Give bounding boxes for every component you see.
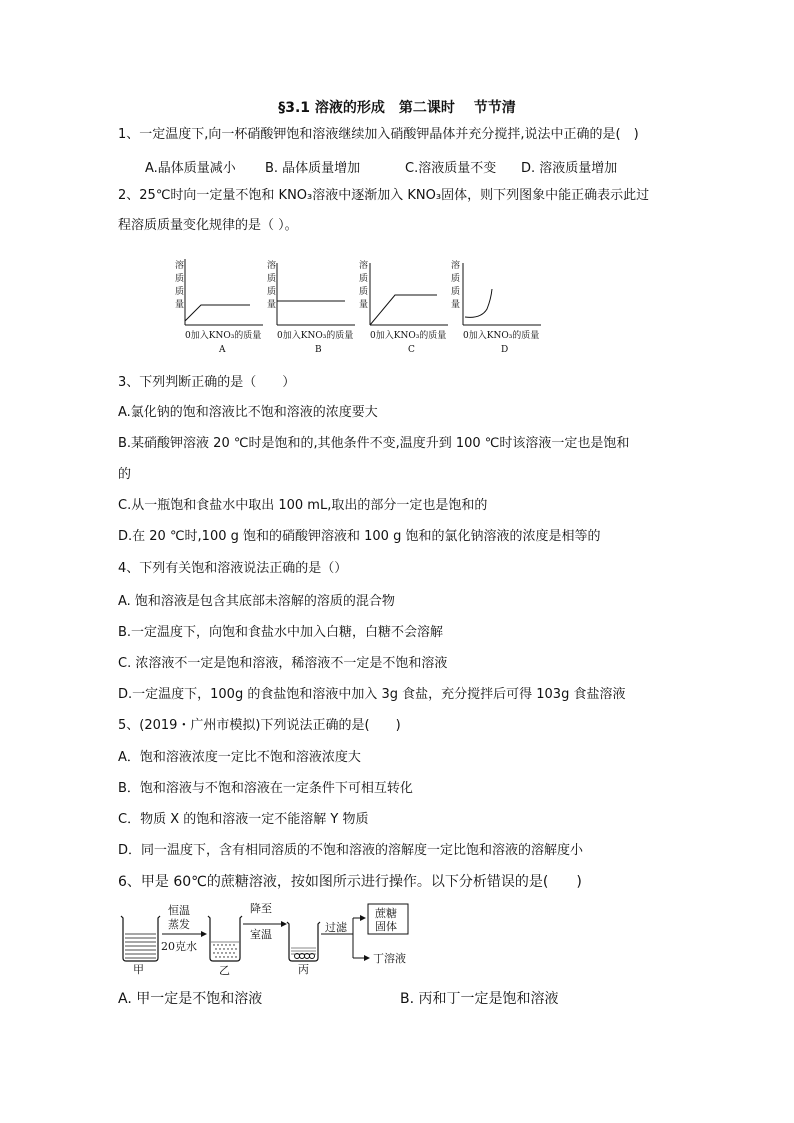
q3-option-b-line2: 的 — [118, 467, 132, 482]
graph-b-ylabel-4: 量 — [267, 300, 277, 310]
filtrate-label: 丁溶液 — [373, 952, 406, 965]
graph-b-letter: B — [315, 345, 322, 355]
q6-stem: 6、甲是 60℃的蔗糖溶液，按如图所示进行操作。以下分析错误的是( ) — [118, 874, 582, 890]
graph-d — [451, 259, 541, 355]
q5-option-d: D．同一温度下，含有相同溶质的不饱和溶液的溶解度一定比饱和溶液的溶解度小 — [118, 843, 584, 858]
q1-option-c: C.溶液质量不变 — [405, 161, 497, 176]
box-line1: 蔗糖 — [375, 907, 397, 920]
step2-top: 降至 — [250, 902, 272, 915]
graph-a-letter: A — [219, 345, 226, 355]
graph-a-ylabel-3: 质 — [175, 287, 185, 297]
graph-a-xlabel: 0加入KNO₃的质量 — [185, 331, 262, 341]
q6-option-a: A. 甲一定是不饱和溶液 — [118, 991, 263, 1007]
graph-c-letter: C — [408, 345, 415, 355]
graph-c-ylabel-2: 质 — [359, 274, 369, 284]
graph-d-curve — [465, 289, 492, 317]
step1-mid: 蒸发 — [168, 918, 190, 931]
graph-c-ylabel-1: 溶 — [359, 261, 369, 271]
box-line2: 固体 — [375, 920, 397, 933]
q4-option-c: C. 浓溶液不一定是饱和溶液，稀溶液不一定是不饱和溶液 — [118, 656, 448, 671]
q5-stem: 5、(2019・广州市模拟)下列说法正确的是( ) — [118, 718, 401, 733]
q2-stem-line2: 程溶质质量变化规律的是（ ）。 — [118, 218, 298, 233]
graph-b — [267, 259, 355, 355]
q1-option-d: D. 溶液质量增加 — [521, 161, 618, 176]
graph-b-xlabel: 0加入KNO₃的质量 — [277, 331, 354, 341]
q2-graphs — [165, 255, 555, 360]
graph-d-xlabel: 0加入KNO₃的质量 — [463, 331, 540, 341]
graph-b-ylabel-2: 质 — [267, 274, 277, 284]
graph-a-ylabel-4: 量 — [175, 300, 185, 310]
q5-option-c: C．物质 X 的饱和溶液一定不能溶解 Y 物质 — [118, 812, 369, 827]
page-title: §3.1 溶液的形成 第二课时 节节清 — [278, 100, 516, 116]
q1-option-b: B. 晶体质量增加 — [265, 161, 361, 176]
beaker-jia-label: 甲 — [133, 963, 144, 976]
graph-d-ylabel-4: 量 — [451, 300, 461, 310]
beaker-yi — [208, 916, 242, 977]
graph-c — [359, 259, 448, 355]
q2-stem-line1: 2、25℃时向一定量不饱和 KNO₃溶液中逐渐加入 KNO₃固体，则下列图象中能正确表示此过 — [118, 188, 650, 203]
beaker-bing — [287, 922, 320, 976]
graph-c-ylabel-3: 质 — [359, 287, 369, 297]
graph-d-ylabel-3: 质 — [451, 287, 461, 297]
q3-option-a: A.氯化钠的饱和溶液比不饱和溶液的浓度要大 — [118, 405, 378, 420]
graph-a — [175, 259, 263, 355]
q3-option-d: D.在 20 ℃时,100 g 饱和的硝酸钾溶液和 100 g 饱和的氯化钠溶液的浓度是相等的 — [118, 529, 601, 544]
graph-d-ylabel-1: 溶 — [451, 261, 461, 271]
graph-b-ylabel-3: 质 — [267, 287, 277, 297]
graph-c-curve — [370, 295, 437, 325]
q1-option-a: A.晶体质量减小 — [145, 161, 236, 176]
beaker-yi-label: 乙 — [219, 964, 230, 977]
q5-option-a: A．饱和溶液浓度一定比不饱和溶液浓度大 — [118, 750, 361, 765]
beaker-jia — [121, 916, 160, 976]
graph-c-xlabel: 0加入KNO₃的质量 — [370, 331, 447, 341]
graph-c-ylabel-4: 量 — [359, 300, 369, 310]
step1-bottom: 20克水 — [161, 940, 197, 953]
graph-a-ylabel-2: 质 — [175, 274, 185, 284]
q3-option-c: C.从一瓶饱和食盐水中取出 100 mL,取出的部分一定也是饱和的 — [118, 498, 488, 513]
q5-option-b: B．饱和溶液与不饱和溶液在一定条件下可相互转化 — [118, 781, 413, 796]
step1-top: 恒温 — [168, 904, 190, 917]
q4-option-d: D.一定温度下，100g 的食盐饱和溶液中加入 3g 食盐，充分搅拌后可得 103g 食盐溶液 — [118, 687, 626, 702]
step3-label: 过滤 — [325, 921, 347, 934]
beaker-bing-label: 丙 — [298, 963, 309, 976]
q4-option-a: A. 饱和溶液是包含其底部未溶解的溶质的混合物 — [118, 594, 395, 609]
step2-bottom: 室温 — [250, 928, 272, 941]
graph-a-ylabel-1: 溶 — [175, 261, 185, 271]
q3-stem: 3、下列判断正确的是（ ） — [118, 375, 296, 390]
graph-d-ylabel-2: 质 — [451, 274, 461, 284]
q4-option-b: B.一定温度下，向饱和食盐水中加入白糖，白糖不会溶解 — [118, 625, 444, 640]
q6-option-b: B. 丙和丁一定是饱和溶液 — [400, 991, 559, 1007]
q1-stem: 1、一定温度下,向一杯硝酸钾饱和溶液继续加入硝酸钾晶体并充分搅拌,说法中正确的是( ) — [118, 127, 639, 142]
q6-diagram — [115, 898, 425, 978]
q4-stem: 4、下列有关饱和溶液说法正确的是（） — [118, 561, 348, 576]
q3-option-b-line1: B.某硝酸钾溶液 20 ℃时是饱和的,其他条件不变,温度升到 100 ℃时该溶液一定也是饱和 — [118, 436, 630, 451]
graph-d-letter: D — [501, 345, 509, 355]
graph-a-curve — [185, 305, 250, 321]
graph-b-ylabel-1: 溶 — [267, 261, 277, 271]
